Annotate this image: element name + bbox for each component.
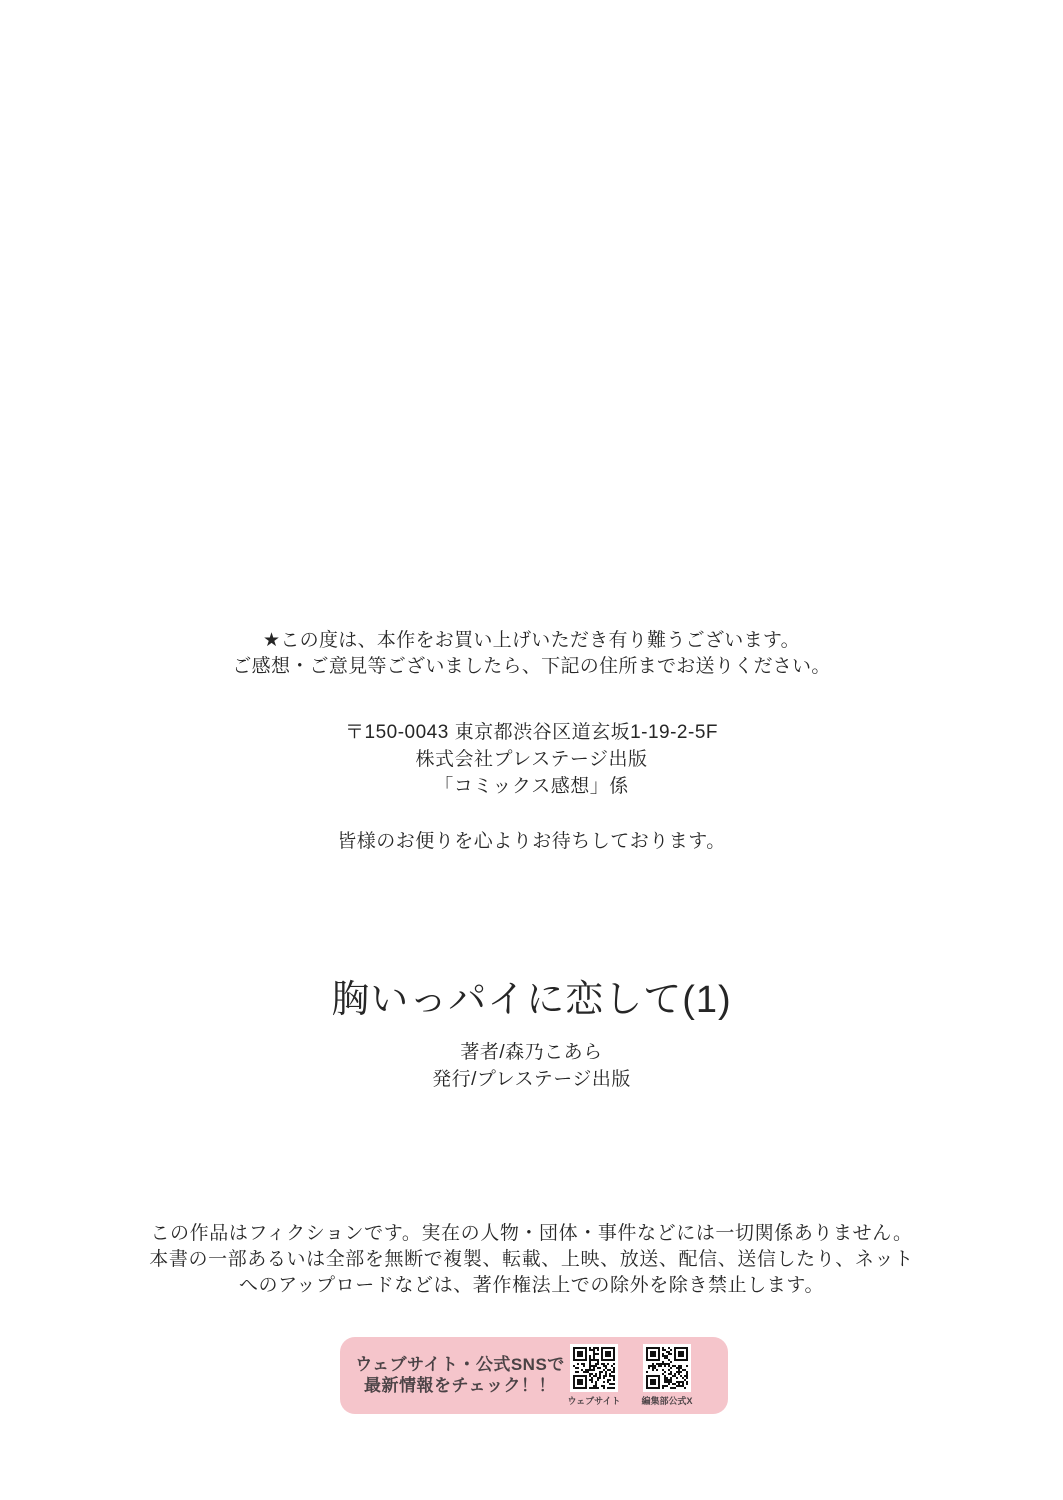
thanks-line-1: ★この度は、本作をお買い上げいただき有り難うございます。 — [263, 630, 800, 651]
sns-promo-line-1: ウェブサイト・公式SNSで — [355, 1355, 565, 1374]
waiting-message: 皆様のお便りを心よりお待ちしております。 — [337, 831, 726, 852]
qr-website — [567, 1344, 621, 1407]
disclaimer-line-3: へのアップロードなどは、著作権法上での除外を除き禁止します。 — [238, 1275, 825, 1296]
sns-promo-text — [354, 1354, 566, 1396]
address-postal-line: 〒150-0043 東京都渋谷区道玄坂1-19-2-5F — [345, 722, 718, 743]
disclaimer-line-1: この作品はフィクションです。実在の人物・団体・事件などには一切関係ありません。 — [150, 1223, 913, 1244]
qr-editorial-x — [643, 1344, 691, 1407]
address-company-line: 株式会社プレステージ出版 — [415, 749, 648, 770]
disclaimer-line-2: 本書の一部あるいは全部を無断で複製、転載、上映、放送、配信、送信したり、ネット — [149, 1249, 914, 1270]
qr-code-editorial-x-icon — [643, 1344, 691, 1392]
thanks-line-2: ご感想・ご意見等ございましたら、下記の住所までお送りください。 — [232, 656, 831, 677]
book-title: 胸いっパイに恋して(1) — [331, 979, 732, 1021]
book-author: 著者/森乃こあら — [460, 1042, 603, 1063]
mailing-address — [0, 719, 1063, 800]
thanks-message — [0, 628, 1063, 680]
sns-promo-line-2: 最新情報をチェック！！ — [364, 1376, 556, 1395]
book-publisher: 発行/プレステージ出版 — [432, 1069, 631, 1090]
qr-editorial-x-label: 編集部公式X — [641, 1396, 693, 1406]
address-section-line: 「コミックス感想」係 — [434, 776, 629, 797]
qr-website-label: ウェブサイト — [567, 1396, 621, 1406]
qr-code-website-icon — [570, 1344, 618, 1392]
copyright-disclaimer — [0, 1221, 1063, 1299]
sns-promo-box — [340, 1337, 728, 1414]
